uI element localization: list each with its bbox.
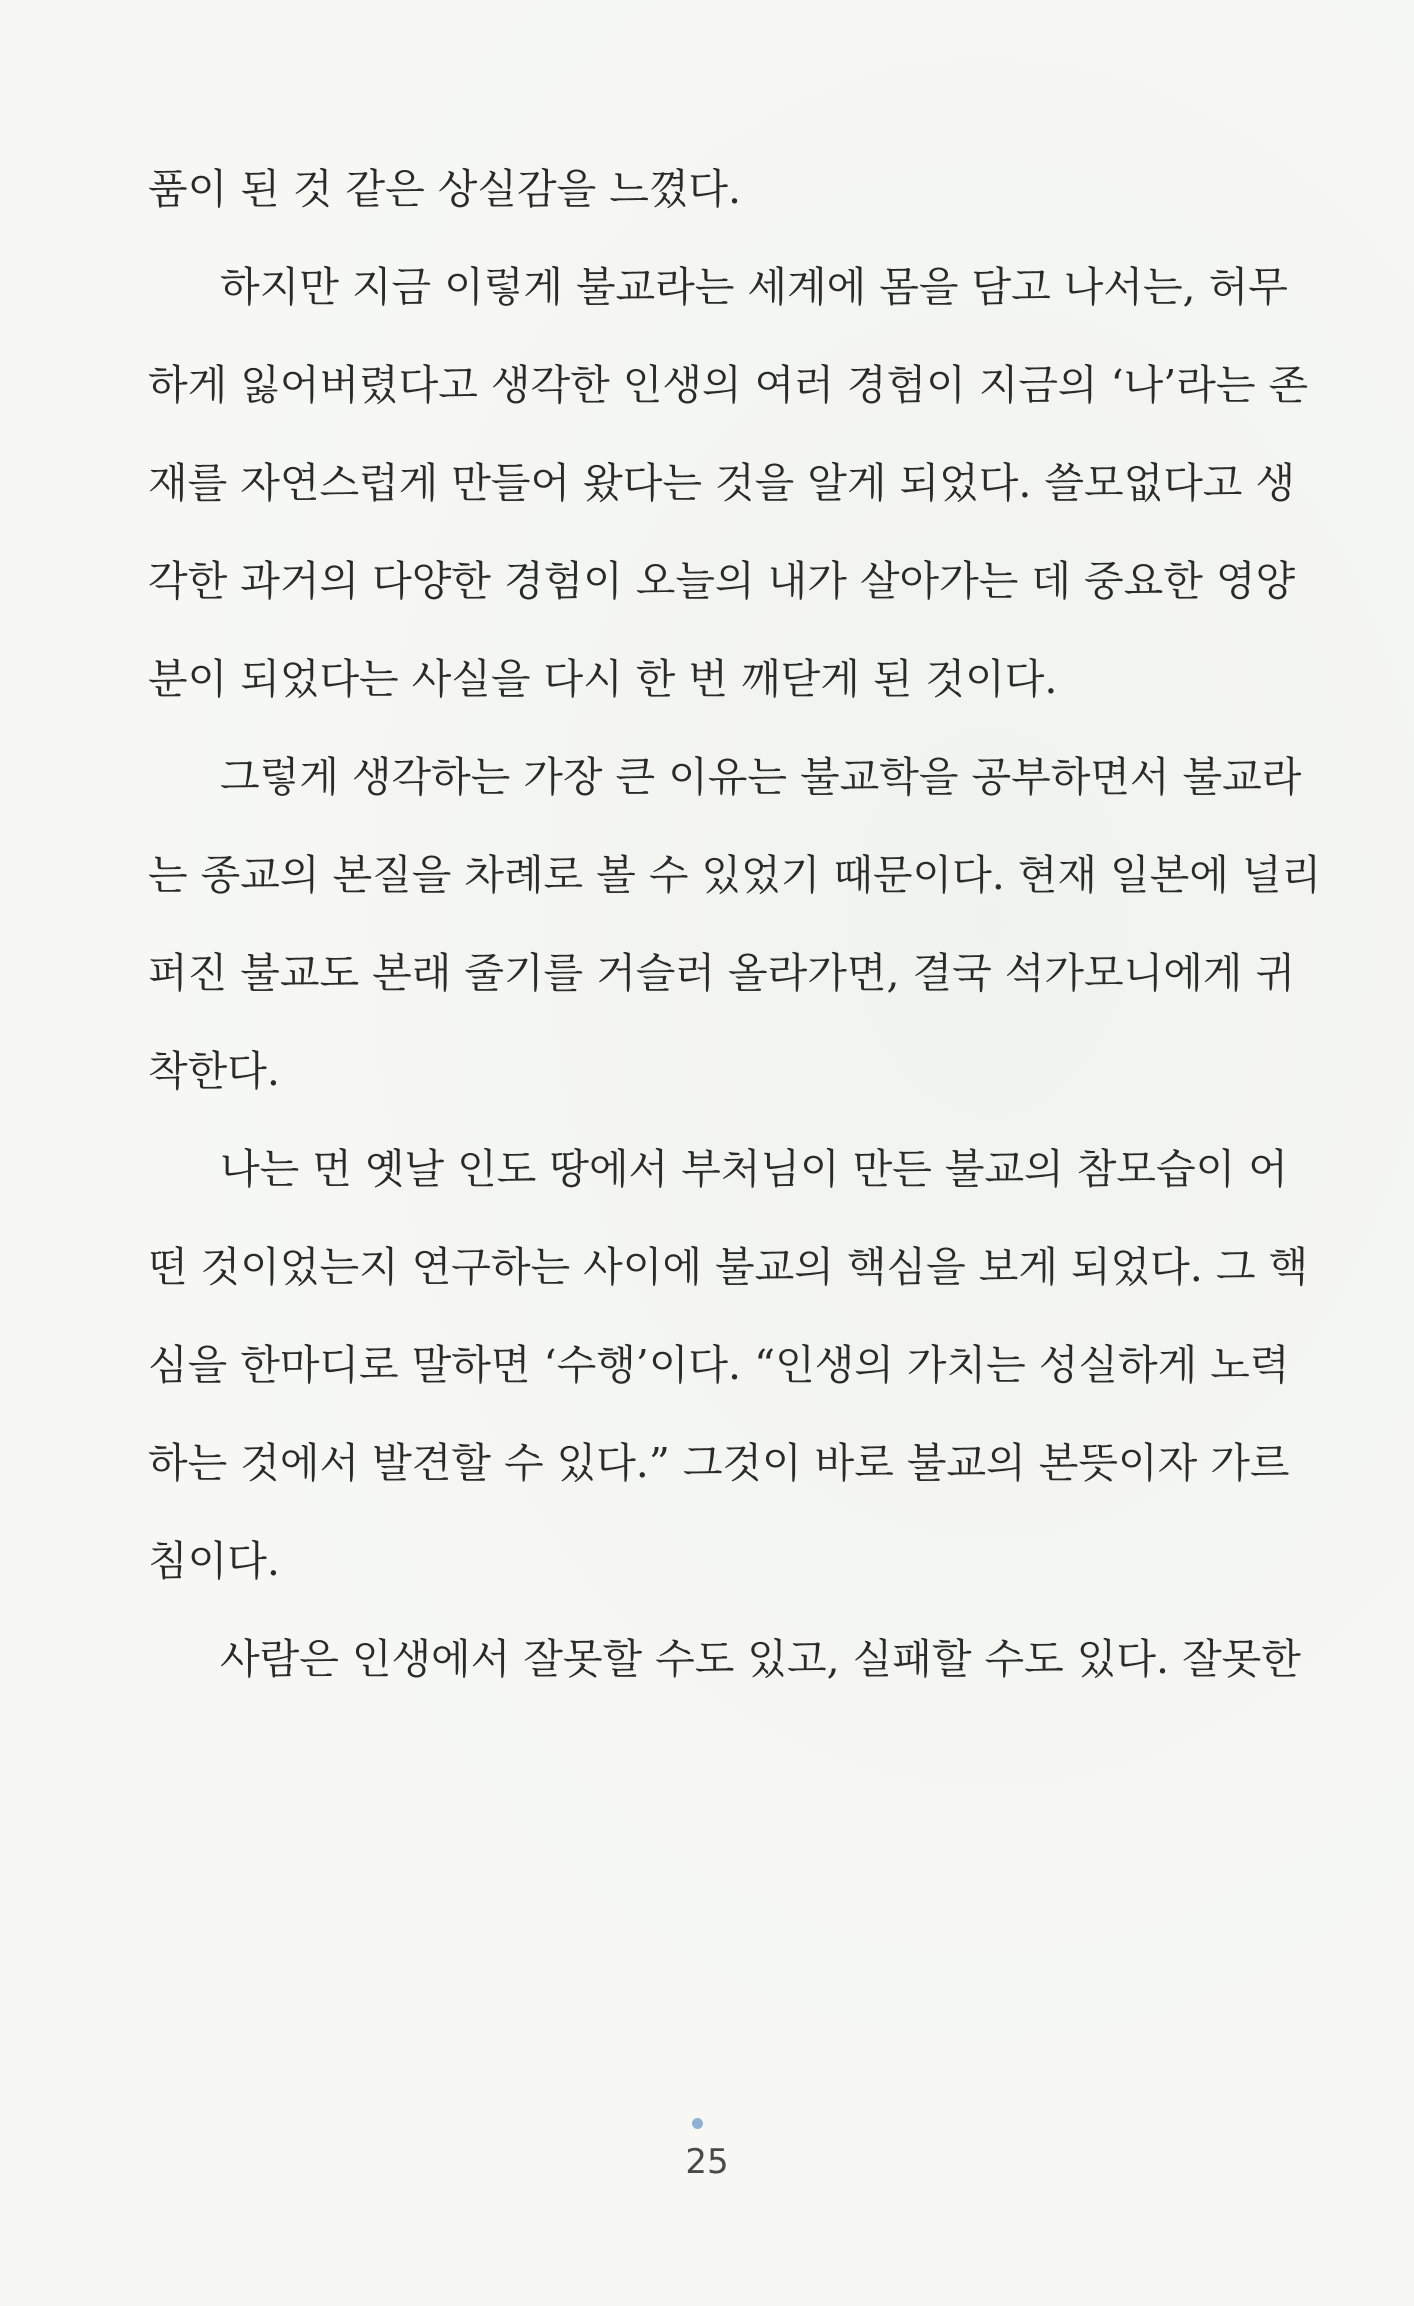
text-line: 나는 먼 옛날 인도 땅에서 부처님이 만든 불교의 참모습이 어 <box>220 1145 1288 1193</box>
text-line: 품이 된 것 같은 상실감을 느꼈다. <box>148 165 742 213</box>
text-line: 는 종교의 본질을 차례로 볼 수 있었기 때문이다. 현재 일본에 널리 <box>148 851 1322 899</box>
page-number-dot <box>692 2118 703 2129</box>
text-line: 사람은 인생에서 잘못할 수도 있고, 실패할 수도 있다. 잘못한 <box>220 1635 1301 1683</box>
body-text <box>148 140 1322 1708</box>
text-line: 분이 되었다는 사실을 다시 한 번 깨닫게 된 것이다. <box>148 655 1058 703</box>
text-line: 그렇게 생각하는 가장 큰 이유는 불교학을 공부하면서 불교라 <box>220 753 1302 801</box>
text-line: 재를 자연스럽게 만들어 왔다는 것을 알게 되었다. 쓸모없다고 생 <box>148 459 1296 507</box>
text-line: 심을 한마디로 말하면 ‘수행’이다. “인생의 가치는 성실하게 노력 <box>148 1341 1290 1389</box>
text-line: 하지만 지금 이렇게 불교라는 세계에 몸을 담고 나서는, 허무 <box>220 263 1288 311</box>
page-number: 25 <box>685 2142 729 2182</box>
text-line: 침이다. <box>148 1537 280 1585</box>
text-line: 하게 잃어버렸다고 생각한 인생의 여러 경험이 지금의 ‘나’라는 존 <box>148 361 1309 409</box>
text-line: 하는 것에서 발견할 수 있다.” 그것이 바로 불교의 본뜻이자 가르 <box>148 1439 1290 1487</box>
text-line: 떤 것이었는지 연구하는 사이에 불교의 핵심을 보게 되었다. 그 핵 <box>148 1243 1309 1291</box>
text-line: 착한다. <box>148 1047 280 1095</box>
text-line: 각한 과거의 다양한 경험이 오늘의 내가 살아가는 데 중요한 영양 <box>148 557 1296 605</box>
text-line: 퍼진 불교도 본래 줄기를 거슬러 올라가면, 결국 석가모니에게 귀 <box>148 949 1296 997</box>
